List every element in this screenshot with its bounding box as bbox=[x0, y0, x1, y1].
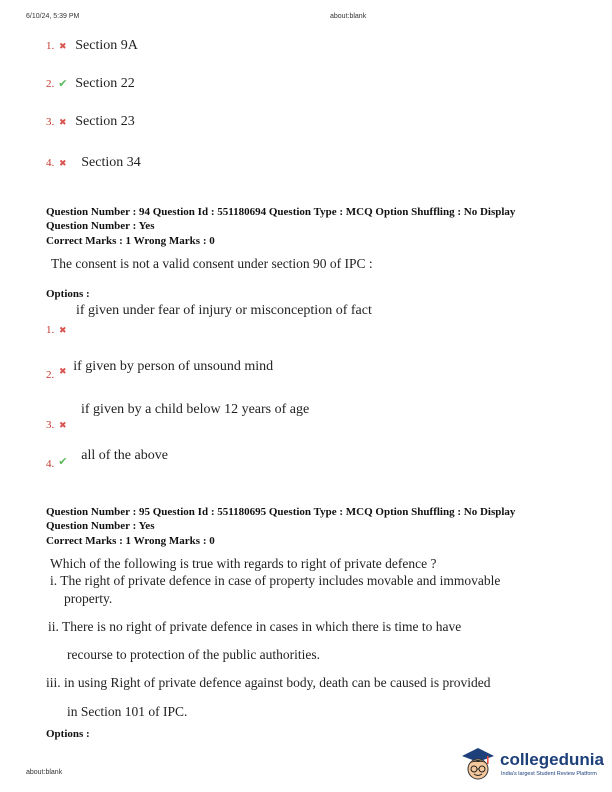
statement-ii-continued: recourse to protection of the public authorities. bbox=[67, 647, 321, 662]
option-row bbox=[46, 74, 135, 92]
option-row bbox=[46, 36, 138, 54]
question-meta-display: Question Number : Yes bbox=[46, 520, 155, 532]
option-text: all of the above bbox=[81, 448, 168, 463]
option-number: 1. bbox=[46, 324, 55, 336]
option-marker bbox=[46, 415, 67, 433]
option-text: Section 9A bbox=[75, 38, 138, 53]
option-row bbox=[46, 153, 141, 171]
option-text: if given by a child below 12 years of age bbox=[81, 402, 310, 417]
question-marks: Correct Marks : 1 Wrong Marks : 0 bbox=[46, 235, 215, 247]
print-datetime: 6/10/24, 5:39 PM bbox=[26, 13, 80, 20]
option-text: Section 34 bbox=[81, 155, 141, 170]
option-row bbox=[46, 112, 135, 130]
statement-iii-continued: in Section 101 of IPC. bbox=[67, 704, 188, 719]
options-label: Options : bbox=[46, 288, 90, 300]
option-number: 2. bbox=[46, 78, 55, 90]
correct-check-icon: ✔ bbox=[58, 455, 68, 468]
wrong-cross-icon: ✖ bbox=[58, 421, 67, 431]
option-number: 1. bbox=[46, 40, 55, 52]
option-text: if given under fear of injury or misconception of fact bbox=[76, 303, 372, 318]
logo-tagline: India's largest Student Review Platform bbox=[501, 771, 597, 777]
statement-i: i. The right of private defence in case of property includes movable and immovable bbox=[50, 573, 501, 588]
option-number: 4. bbox=[46, 458, 55, 470]
option-row bbox=[46, 357, 274, 381]
options-label: Options : bbox=[46, 728, 90, 740]
option-marker bbox=[46, 320, 67, 338]
question-meta: Question Number : 94 Question Id : 551180694 Question Type : MCQ Option Shuffling : No Display bbox=[46, 206, 516, 218]
option-number: 4. bbox=[46, 157, 55, 169]
option-row bbox=[46, 446, 168, 470]
print-url-header: about:blank bbox=[330, 13, 367, 20]
option-text: Section 23 bbox=[75, 114, 135, 129]
statement-i-continued: property. bbox=[64, 591, 113, 606]
question-stem-intro: Which of the following is true with regards to right of private defence ? bbox=[50, 556, 437, 571]
wrong-cross-icon: ✖ bbox=[58, 42, 67, 52]
logo-name: collegedunia bbox=[500, 750, 604, 769]
question-meta: Question Number : 95 Question Id : 551180695 Question Type : MCQ Option Shuffling : No Display bbox=[46, 506, 516, 518]
option-text: Section 22 bbox=[75, 76, 135, 91]
option-number: 3. bbox=[46, 116, 55, 128]
wrong-cross-icon: ✖ bbox=[58, 159, 67, 169]
wrong-cross-icon: ✖ bbox=[58, 118, 67, 128]
question-stem: The consent is not a valid consent under section 90 of IPC : bbox=[51, 256, 373, 271]
option-text: if given by person of unsound mind bbox=[73, 359, 274, 374]
option-number: 2. bbox=[46, 369, 55, 381]
question-meta-display: Question Number : Yes bbox=[46, 220, 155, 232]
collegedunia-logo bbox=[458, 742, 604, 784]
question-marks: Correct Marks : 1 Wrong Marks : 0 bbox=[46, 535, 215, 547]
wrong-cross-icon: ✖ bbox=[58, 367, 67, 377]
statement-ii: ii. There is no right of private defence in cases in which there is time to have bbox=[48, 619, 462, 634]
option-number: 3. bbox=[46, 419, 55, 431]
wrong-cross-icon: ✖ bbox=[58, 326, 67, 336]
correct-check-icon: ✔ bbox=[58, 77, 68, 90]
statement-iii: iii. in using Right of private defence against body, death can be caused is provided bbox=[46, 675, 491, 690]
print-url-footer: about:blank bbox=[26, 769, 63, 776]
mascot-icon bbox=[458, 742, 498, 784]
